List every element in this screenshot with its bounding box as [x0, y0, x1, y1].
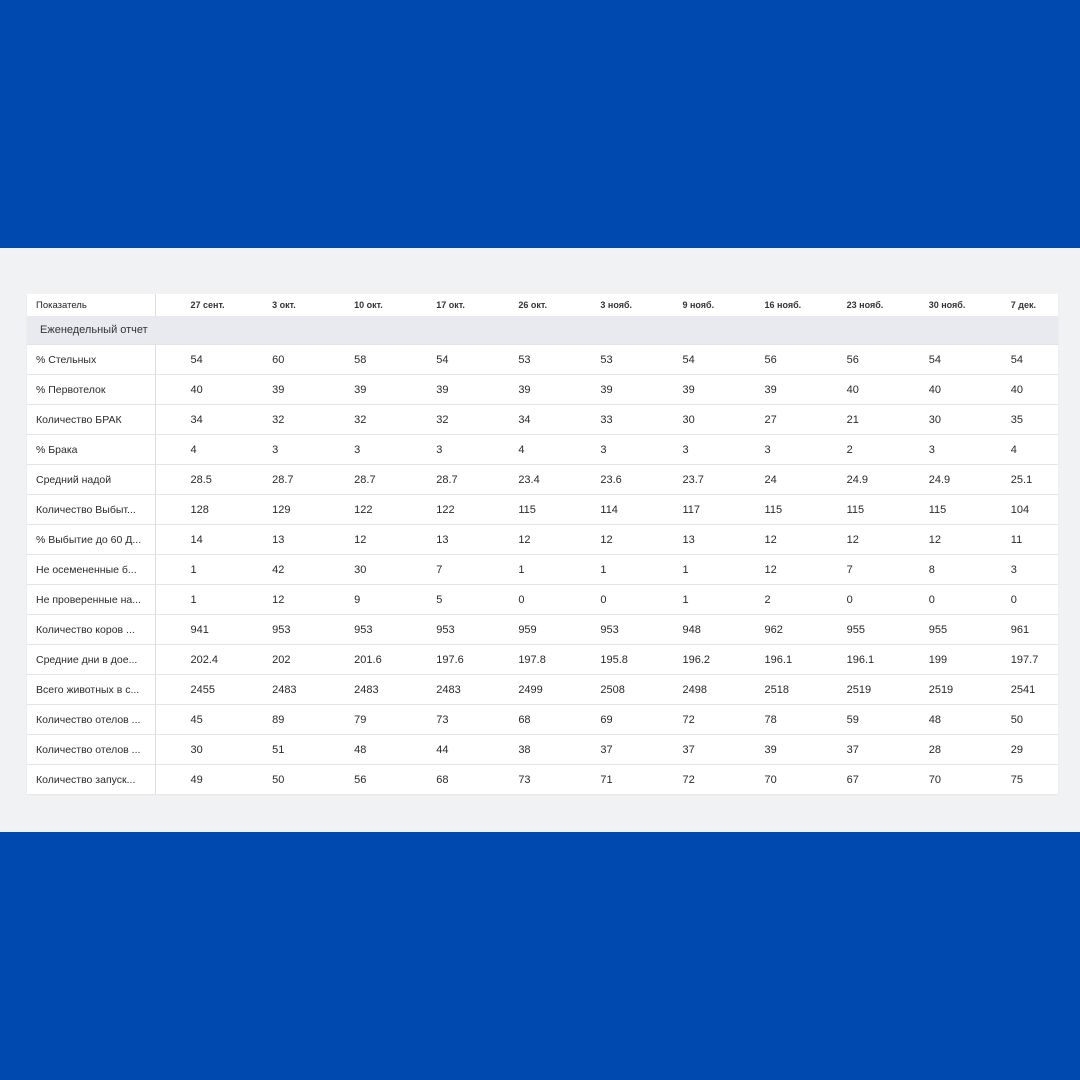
table-cell: 60: [237, 345, 319, 375]
table-cell: 30: [155, 735, 237, 765]
table-row[interactable]: [27, 735, 1058, 765]
table-cell: 4: [976, 435, 1058, 465]
date-column-header[interactable]: 26 окт.: [518, 300, 547, 310]
table-cell: 122: [319, 495, 401, 525]
table-row[interactable]: [27, 525, 1058, 555]
table-cell: 2455: [155, 675, 237, 705]
table-cell: 24.9: [894, 465, 976, 495]
table-cell: 961: [976, 615, 1058, 645]
date-column-header[interactable]: 17 окт.: [436, 300, 465, 310]
table-cell: 69: [565, 705, 647, 735]
table-row[interactable]: [27, 645, 1058, 675]
table-cell: 38: [483, 735, 565, 765]
table-cell: 8: [894, 555, 976, 585]
date-column-header[interactable]: 10 окт.: [354, 300, 383, 310]
table-cell: 56: [354, 773, 367, 786]
table-cell: 28.7: [319, 465, 401, 495]
table-cell: 73: [518, 773, 531, 786]
table-cell: 117: [647, 495, 729, 525]
table-cell: 79: [319, 705, 401, 735]
table-cell: 28.7: [237, 465, 319, 495]
table-cell: 40: [976, 375, 1058, 405]
row-label: Количество отелов ...: [27, 705, 155, 735]
table-cell: 67: [846, 773, 859, 786]
table-cell: 54: [647, 345, 729, 375]
table-cell: 5: [401, 585, 483, 615]
table-cell: 28.5: [155, 465, 237, 495]
table-cell: 53: [565, 345, 647, 375]
table-row[interactable]: [27, 675, 1058, 705]
table-cell: 4: [155, 435, 237, 465]
table-cell: 11: [976, 525, 1058, 555]
table-cell: 49: [190, 773, 203, 786]
table-cell: 29: [976, 735, 1058, 765]
table-cell: 30: [894, 405, 976, 435]
date-column-header[interactable]: 3 окт.: [272, 300, 296, 310]
table-cell: 0: [483, 585, 565, 615]
table-cell: 202.4: [155, 645, 237, 675]
table-cell: 37: [565, 735, 647, 765]
table-cell: 9: [319, 585, 401, 615]
table-cell: 0: [976, 585, 1058, 615]
table-cell: 2: [812, 435, 894, 465]
table-cell: 128: [155, 495, 237, 525]
table-cell: 30: [319, 555, 401, 585]
table-cell: 13: [647, 525, 729, 555]
table-cell: 39: [319, 375, 401, 405]
row-label: Количество отелов ...: [27, 735, 155, 765]
table-cell: 12: [565, 525, 647, 555]
table-cell: 948: [647, 615, 729, 645]
table-cell: 115: [483, 495, 565, 525]
table-cell: 12: [812, 525, 894, 555]
table-cell: 3: [976, 555, 1058, 585]
row-label: Количество коров ...: [27, 615, 155, 645]
table-cell: 59: [812, 705, 894, 735]
table-cell: 53: [483, 345, 565, 375]
table-cell: 89: [237, 705, 319, 735]
table-cell: 78: [730, 705, 812, 735]
table-cell: 32: [237, 405, 319, 435]
weekly-report-table-panel: [27, 294, 1058, 794]
table-cell: 2: [730, 585, 812, 615]
table-cell: 1: [155, 585, 237, 615]
table-cell: 199: [894, 645, 976, 675]
table-cell: 45: [155, 705, 237, 735]
table-cell: 30: [647, 405, 729, 435]
table-cell: 1: [565, 555, 647, 585]
group-row[interactable]: [27, 316, 1058, 345]
table-cell: 0: [565, 585, 647, 615]
table-cell: 197.7: [976, 645, 1058, 675]
table-cell: 1: [483, 555, 565, 585]
group-row-fill: [155, 316, 1058, 345]
table-cell: 3: [730, 435, 812, 465]
table-cell: 197.8: [483, 645, 565, 675]
group-label: Еженедельный отчет: [27, 316, 155, 345]
table-cell: 28: [894, 735, 976, 765]
table-cell: 73: [401, 705, 483, 735]
table-cell: 962: [730, 615, 812, 645]
table-cell: 40: [812, 375, 894, 405]
table-cell: 196.1: [812, 645, 894, 675]
table-cell: 197.6: [401, 645, 483, 675]
table-cell: 12: [237, 585, 319, 615]
table-cell: 201.6: [319, 645, 401, 675]
table-cell: 68: [483, 705, 565, 735]
table-cell: 955: [812, 615, 894, 645]
table-cell: 21: [812, 405, 894, 435]
table-row[interactable]: [27, 705, 1058, 735]
table-cell: 34: [155, 405, 237, 435]
table-cell: 953: [401, 615, 483, 645]
row-label: Средние дни в дое...: [27, 645, 155, 675]
table-cell: 54: [894, 345, 976, 375]
table-cell: 40: [894, 375, 976, 405]
table-cell: 3: [894, 435, 976, 465]
date-column-header[interactable]: 3 нояб.: [600, 300, 633, 310]
table-cell: 14: [155, 525, 237, 555]
table-cell: 1: [647, 555, 729, 585]
date-column-header[interactable]: 7 дек.: [1010, 300, 1037, 310]
table-cell: 48: [894, 705, 976, 735]
weekly-report-table: [27, 294, 1058, 794]
table-cell: 2499: [483, 675, 565, 705]
table-cell: 39: [730, 735, 812, 765]
row-label: Всего животных в с...: [27, 675, 155, 705]
table-cell: 196.2: [647, 645, 729, 675]
row-label: Количество БРАК: [27, 405, 155, 435]
table-row[interactable]: [27, 615, 1058, 645]
table-cell: 941: [155, 615, 237, 645]
table-cell: 129: [237, 495, 319, 525]
table-cell: 72: [647, 705, 729, 735]
table-cell: 35: [976, 405, 1058, 435]
table-cell: 3: [237, 435, 319, 465]
table-cell: 58: [319, 345, 401, 375]
table-cell: 39: [565, 375, 647, 405]
table-cell: 13: [401, 525, 483, 555]
table-cell: 3: [565, 435, 647, 465]
table-cell: 196.1: [730, 645, 812, 675]
date-column-header[interactable]: 30 нояб.: [928, 300, 966, 310]
table-cell: 0: [894, 585, 976, 615]
table-cell: 51: [237, 735, 319, 765]
table-cell: 39: [483, 375, 565, 405]
table-cell: 2518: [730, 675, 812, 705]
date-column-header[interactable]: 23 нояб.: [846, 300, 884, 310]
table-cell: 2498: [647, 675, 729, 705]
table-cell: 54: [976, 345, 1058, 375]
table-cell: 23.7: [647, 465, 729, 495]
table-cell: 4: [483, 435, 565, 465]
row-label: % Брака: [27, 435, 155, 465]
table-cell: 7: [401, 555, 483, 585]
row-label: Количество Выбыт...: [27, 495, 155, 525]
table-cell: 54: [401, 345, 483, 375]
table-cell: 2508: [565, 675, 647, 705]
table-cell: 24.9: [812, 465, 894, 495]
table-cell: 34: [483, 405, 565, 435]
table-row[interactable]: [27, 405, 1058, 435]
table-cell: 12: [319, 525, 401, 555]
table-cell: 39: [647, 375, 729, 405]
table-cell: 953: [319, 615, 401, 645]
table-cell: 44: [401, 735, 483, 765]
table-cell: 122: [401, 495, 483, 525]
table-row[interactable]: [27, 585, 1058, 615]
table-cell: 2541: [976, 675, 1058, 705]
table-cell: 23.4: [483, 465, 565, 495]
table-row[interactable]: [27, 495, 1058, 525]
table-row[interactable]: [27, 345, 1058, 375]
table-cell: 2519: [812, 675, 894, 705]
date-column-header[interactable]: 16 нояб.: [764, 300, 802, 310]
table-cell: 33: [565, 405, 647, 435]
row-label: % Выбытие до 60 Д...: [27, 525, 155, 555]
table-cell: 202: [237, 645, 319, 675]
table-cell: 37: [812, 735, 894, 765]
table-cell: 70: [764, 773, 777, 786]
table-cell: 2519: [894, 675, 976, 705]
table-cell: 3: [401, 435, 483, 465]
table-cell: 28.7: [401, 465, 483, 495]
table-row[interactable]: [27, 765, 1058, 795]
table-cell: 114: [565, 495, 647, 525]
table-cell: 27: [730, 405, 812, 435]
table-cell: 25.1: [976, 465, 1058, 495]
table-cell: 54: [155, 345, 237, 375]
table-cell: 955: [894, 615, 976, 645]
table-cell: 50: [976, 705, 1058, 735]
table-cell: 12: [730, 555, 812, 585]
row-label: Средний надой: [27, 465, 155, 495]
report-band: [0, 248, 1080, 832]
table-cell: 115: [812, 495, 894, 525]
row-label: % Стельных: [27, 345, 155, 375]
table-cell: 13: [237, 525, 319, 555]
table-cell: 24: [730, 465, 812, 495]
row-label: Не проверенные на...: [27, 585, 155, 615]
table-cell: 2483: [401, 675, 483, 705]
indicator-column-header[interactable]: Показатель: [27, 294, 155, 316]
table-cell: 72: [682, 773, 695, 786]
table-cell: 32: [319, 405, 401, 435]
table-cell: 39: [401, 375, 483, 405]
table-cell: 12: [894, 525, 976, 555]
table-cell: 70: [928, 773, 941, 786]
table-cell: 3: [319, 435, 401, 465]
table-cell: 959: [483, 615, 565, 645]
table-cell: 71: [600, 773, 613, 786]
date-column-header[interactable]: 9 нояб.: [682, 300, 715, 310]
table-cell: 953: [565, 615, 647, 645]
table-cell: 115: [730, 495, 812, 525]
table-cell: 12: [730, 525, 812, 555]
table-cell: 23.6: [565, 465, 647, 495]
date-column-header[interactable]: 27 сент.: [190, 300, 225, 310]
table-cell: 953: [237, 615, 319, 645]
table-cell: 37: [647, 735, 729, 765]
table-cell: 50: [272, 773, 285, 786]
table-cell: 39: [237, 375, 319, 405]
table-cell: 115: [894, 495, 976, 525]
table-cell: 0: [812, 585, 894, 615]
table-cell: 75: [1010, 773, 1024, 786]
row-label: Не осемененные б...: [27, 555, 155, 585]
table-cell: 195.8: [565, 645, 647, 675]
table-cell: 1: [647, 585, 729, 615]
table-cell: 40: [155, 375, 237, 405]
table-header-row: [27, 294, 1058, 316]
table-cell: 7: [812, 555, 894, 585]
row-label: Количество запуск...: [27, 765, 155, 795]
table-cell: 32: [401, 405, 483, 435]
table-cell: 2483: [319, 675, 401, 705]
table-cell: 39: [730, 375, 812, 405]
table-row[interactable]: [27, 435, 1058, 465]
table-row[interactable]: [27, 375, 1058, 405]
table-cell: 1: [155, 555, 237, 585]
row-label: % Первотелок: [27, 375, 155, 405]
table-row[interactable]: [27, 465, 1058, 495]
table-cell: 104: [976, 495, 1058, 525]
table-cell: 56: [730, 345, 812, 375]
table-cell: 56: [812, 345, 894, 375]
table-cell: 2483: [237, 675, 319, 705]
table-cell: 48: [319, 735, 401, 765]
table-cell: 3: [647, 435, 729, 465]
table-cell: 42: [237, 555, 319, 585]
table-cell: 68: [436, 773, 449, 786]
table-cell: 12: [483, 525, 565, 555]
table-row[interactable]: [27, 555, 1058, 585]
